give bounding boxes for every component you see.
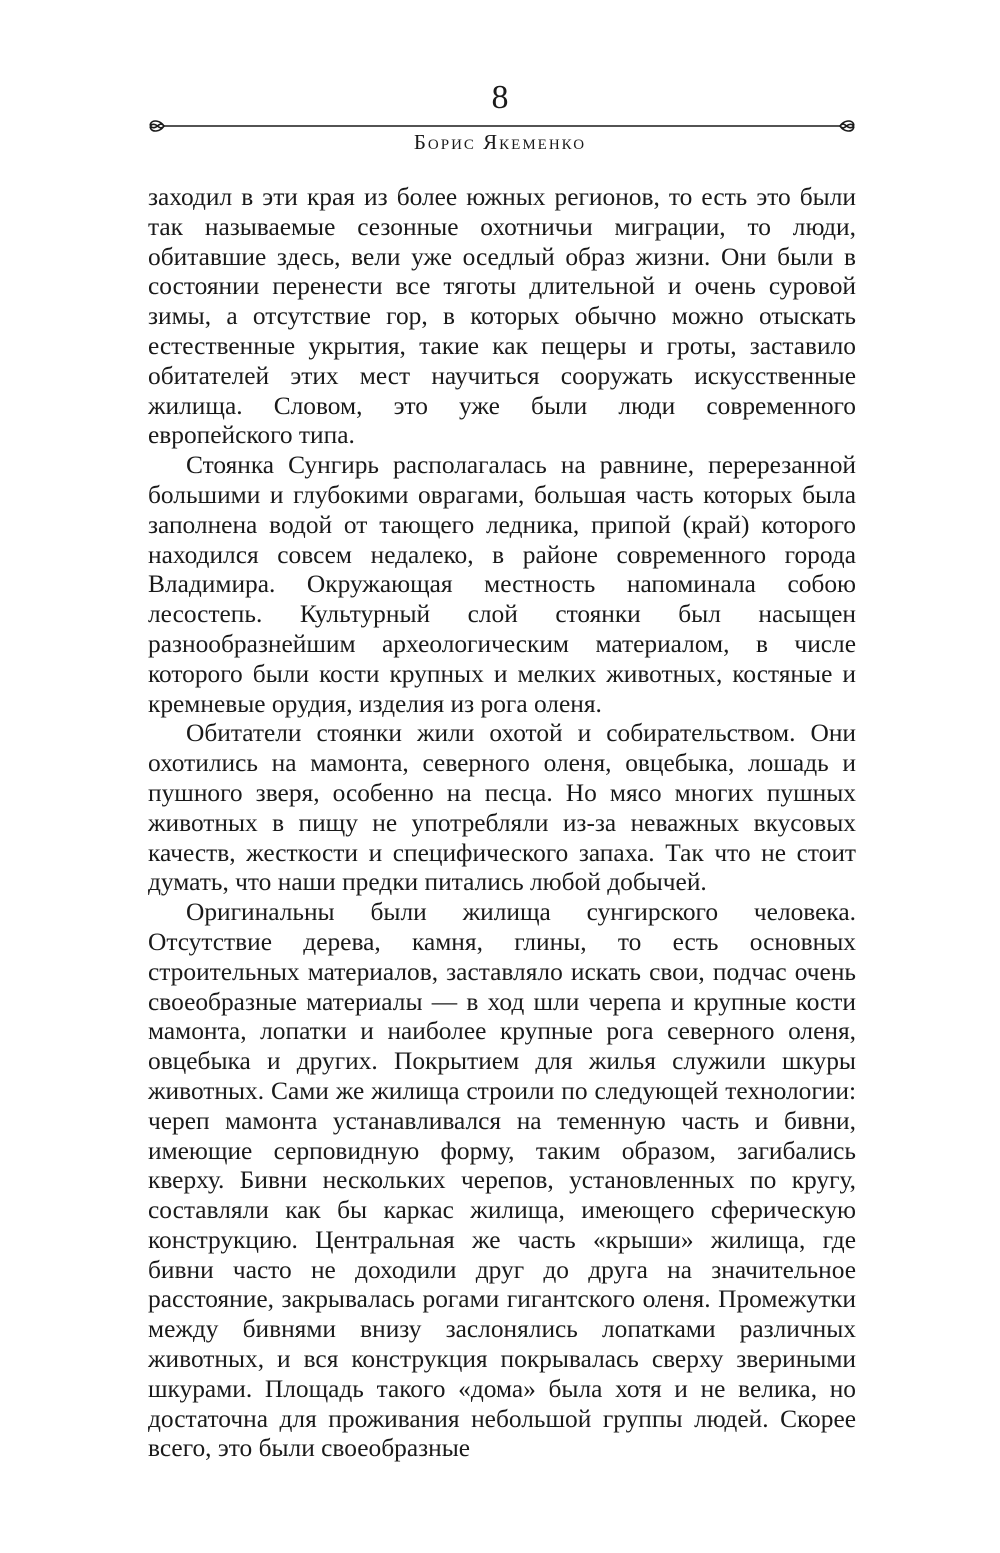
paragraph: Стоянка Сунгирь располагалась на равнине, перерезанной большими и глубокими оврагами, большая часть которых была заполнена водой от тающего ледника, припой (край) которого находился совсем недалеко, в районе современного города Владимира. Окружающая местность напоминала собою лесостепь. Культурный слой стоянки был насыщен разнообразнейшим археологическим материалом, в числе которого были кости крупных и мелких животных, костяные и кремневые орудия, изделия из рога оленя. [148,451,856,718]
page-number: 8 [491,79,509,116]
body-text [148,183,856,1464]
paragraph: Обитатели стоянки жили охотой и собирательством. Они охотились на мамонта, северного оленя, овцебыка, лошадь и пушного зверя, особенно на песца. Но мясо многих пушных животных в пищу не употребляли из-за неважных вкусовых качеств, жесткости и специфического запаха. Так что не стоит думать, что наши предки питались любой добычей. [148,719,856,897]
paragraph: заходил в эти края из более южных регионов, то есть это были так называемые сезонные охотничьи миграции, то люди, обитавшие здесь, вели уже оседлый образ жизни. Они были в состоянии перенести все тяготы длительной и очень суровой зимы, а отсутствие гор, в которых обычно можно отыскать естественные укрытия, такие как пещеры и гроты, заставило обитателей этих мест научиться сооружать искусственные жилища. Словом, это уже были люди современного европейского типа. [148,183,856,450]
running-head-author: Борис Якеменко [413,130,587,154]
paragraph: Оригинальны были жилища сунгирского человека. Отсутствие дерева, камня, глины, то есть основных строительных материалов, заставляло искать свои, подчас очень своеобразные материалы — в ход шли черепа и крупные кости мамонта, лопатки и наиболее крупные рога северного оленя, овцебыка и других. Покрытием для жилья служили шкуры животных. Сами же жилища строили по следующей технологии: череп мамонта устанавливался на теменную часть и бивни, имеющие серповидную форму, таким образом, загибались кверху. Бивни нескольких черепов, установленных по кругу, составляли как бы каркас жилища, имеющего сферическую конструкцию. Центральная же часть «крыши» жилища, где бивни часто не доходили друг до друга на значительное расстояние, закрывалась рогами гигантского оленя. Промежутки между бивнями внизу заслонялись лопатками различных животных, и вся конструкция покрывалась сверху звериными шкурами. Площадь такого «дома» была хотя и не велика, но достаточна для проживания небольшой группы людей. Скорее всего, это были своеобразные [148,898,856,1463]
